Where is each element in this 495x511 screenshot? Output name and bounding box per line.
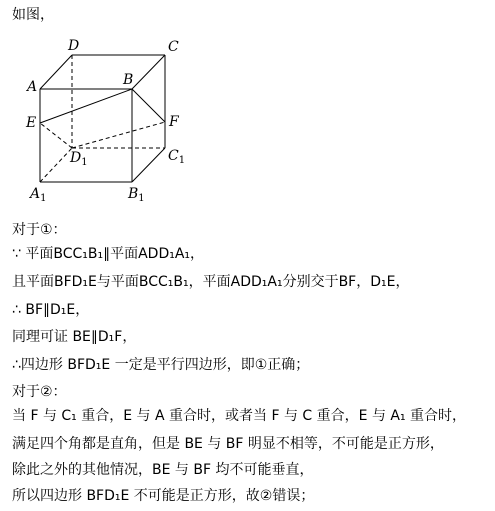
edge-A-D — [40, 55, 72, 89]
solution-line: 对于①： — [12, 222, 67, 238]
label-F: F — [169, 114, 179, 130]
cube-figure — [0, 30, 200, 205]
solution-line: ∴四边形 BFD₁E 一定是平行四边形，即①正确； — [12, 357, 310, 373]
label-A1: $A_1$ — [30, 186, 47, 204]
solution-line: 对于②： — [12, 384, 67, 400]
solution-line: 除此之外的其他情况，BE 与 BF 均不可能垂直， — [12, 462, 314, 478]
label-B: B — [123, 72, 134, 88]
label-E: E — [26, 115, 37, 131]
solution-line: 同理可证 BE∥D₁F， — [12, 329, 137, 345]
label-C: C — [168, 39, 179, 55]
solution-line: 所以四边形 BFD₁E 不可能是正方形，故②错误； — [12, 488, 315, 504]
label-D: D — [68, 38, 80, 54]
segment-D1-E-hidden — [40, 123, 72, 148]
segment-B-E — [40, 89, 132, 123]
solution-line: 且平面BFD₁E与平面BCC₁B₁，平面ADD₁A₁分别交于BF，D₁E， — [12, 274, 410, 290]
solution-line: 满足四个角都是直角，但是 BE 与 BF 明显不相等，不可能是正方形， — [12, 436, 444, 452]
label-D1: $D_1$ — [70, 150, 88, 168]
label-C1: $C_1$ — [168, 148, 186, 166]
intro-text: 如图， — [12, 7, 54, 23]
solution-line: 当 F 与 C₁ 重合，E 与 A 重合时，或者当 F 与 C 重合，E 与 A₁ 重合时， — [12, 408, 467, 424]
solution-line: ∴ BF∥D₁E， — [12, 302, 90, 318]
solution-line: ∵ 平面BCC₁B₁∥平面ADD₁A₁， — [12, 246, 205, 262]
edge-B-C — [132, 55, 165, 89]
edge-B1-C1 — [132, 148, 165, 182]
segment-D1-F-hidden — [72, 122, 165, 148]
segment-B-F — [132, 89, 165, 122]
label-A: A — [27, 79, 38, 95]
label-B1: $B_1$ — [128, 186, 145, 204]
edge-A1-D1-hidden — [40, 148, 72, 182]
